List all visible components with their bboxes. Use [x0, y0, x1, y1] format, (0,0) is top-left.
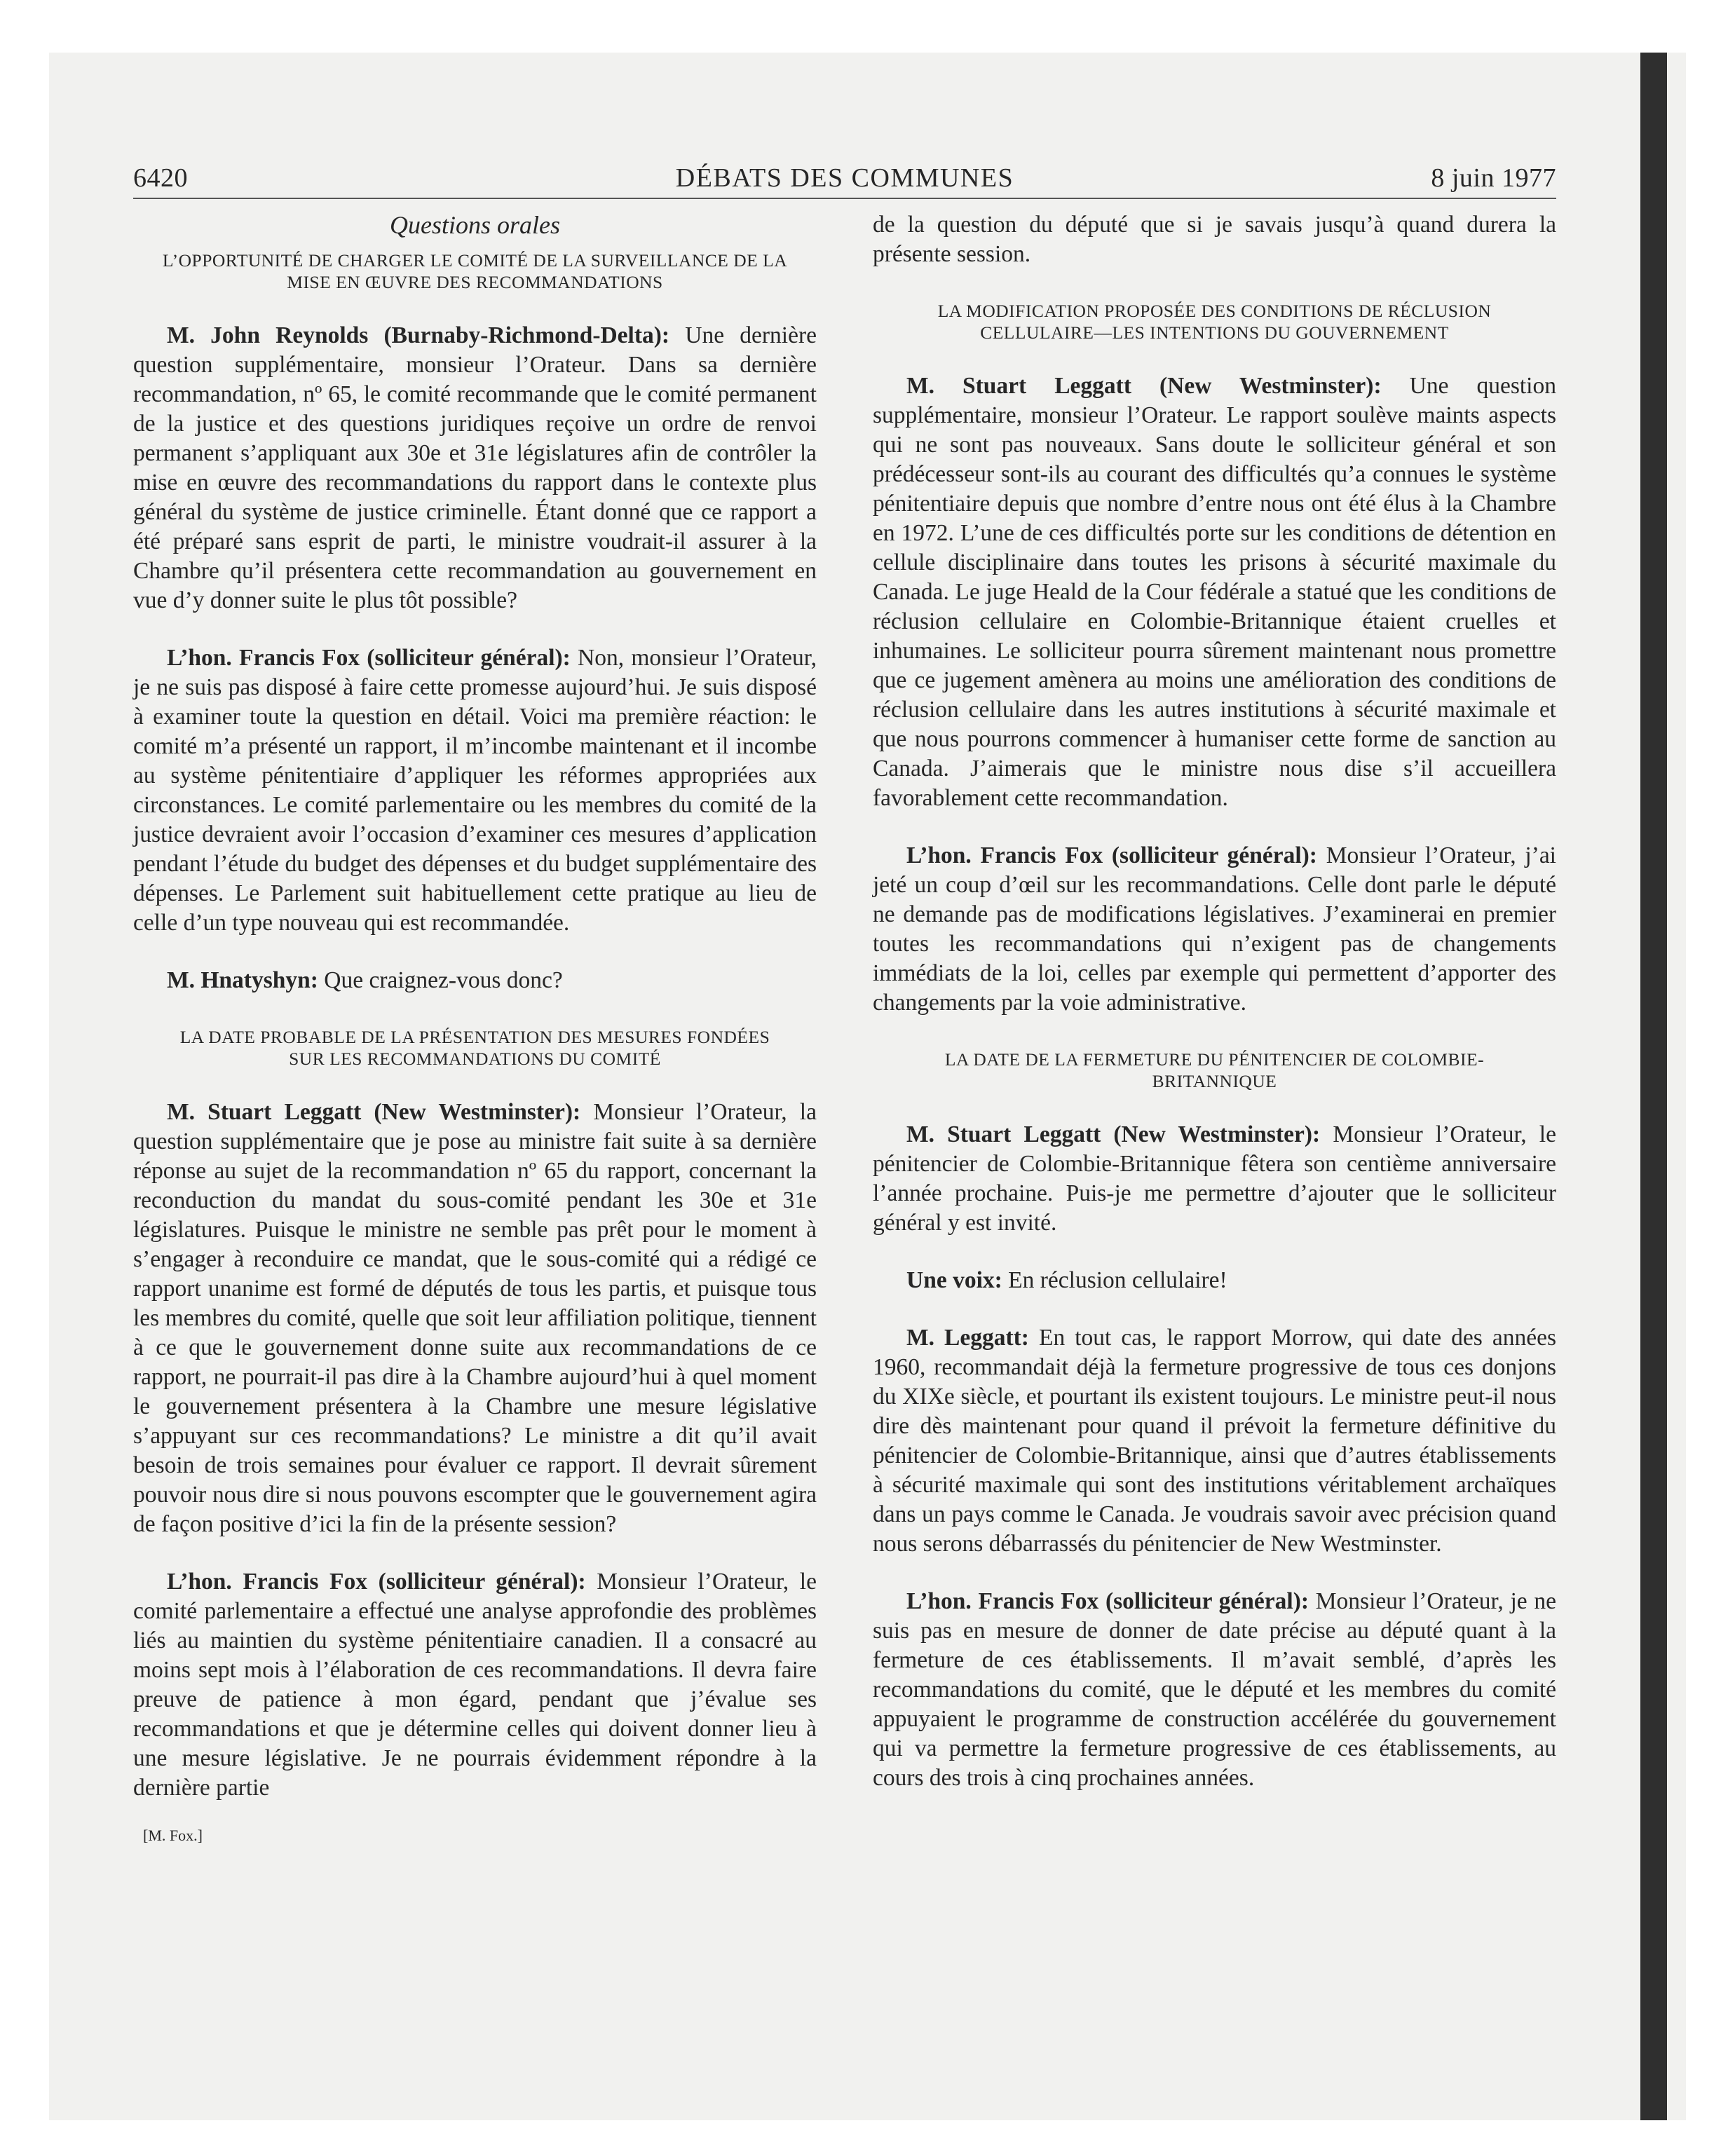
intervention-paragraph: [133, 966, 817, 995]
speaker-name: L’hon. Francis Fox (solliciteur général):: [167, 645, 571, 671]
section-rubric: Questions orales: [390, 211, 560, 239]
speaker-name: M. Stuart Leggatt (New Westminster):: [167, 1099, 581, 1125]
left-column: [133, 210, 817, 1850]
intervention-paragraph: [133, 321, 817, 615]
speaker-name: M. John Reynolds (Burnaby-Richmond-Delta):: [167, 322, 670, 348]
speaker-name: L’hon. Francis Fox (solliciteur général):: [167, 1569, 586, 1595]
speaker-footnote: [M. Fox.]: [143, 1827, 203, 1844]
intervention-paragraph: [133, 1567, 817, 1803]
intervention-paragraph: [873, 371, 1556, 813]
speaker-name: M. Hnatyshyn:: [167, 967, 318, 993]
page-number: 6420: [133, 163, 188, 193]
speech-text: Monsieur l’Orateur, le pénitencier de Colombie-Britannique fêtera son centième anniversaire l’année prochaine. Puis-je me permettre d’ajouter que le solliciteur général y est invité.: [873, 1121, 1556, 1236]
speech-text: En tout cas, le rapport Morrow, qui date des années 1960, recommandait déjà la fermeture progressive de tous ces donjons du XIXe siècle, et pourtant ils existent toujours. Le ministre peut-il nous dire dès maintenant pour quand il prévoit la fermeture définitive du pénitencier de Colombie-Britannique, ainsi que d’autres établissements à sécurité maximale qui sont des institutions véritablement archaïques dans un pays comme le Canada. Je voudrais savoir avec précision quand nous serons débarrassés du pénitencier de New Westminster.: [873, 1325, 1556, 1557]
speaker-name: M. Stuart Leggatt (New Westminster):: [906, 373, 1382, 399]
speech-text: de la question du député que si je savais jusqu’à quand durera la présente session.: [873, 212, 1556, 267]
speech-text: Monsieur l’Orateur, j’ai jeté un coup d’œil sur les recommandations. Celle dont parle le député ne demande pas de modifications législatives. J’examinerai en premier toutes les recommandations qui n’exigent pas de changements immédiats de la loi, celles par exemple qui permettent d’apporter des changements par la voie administrative.: [873, 842, 1556, 1016]
speech-text: Que craignez-vous donc?: [324, 967, 563, 993]
page-header: [133, 163, 1556, 199]
speech-text: En réclusion cellulaire!: [1008, 1267, 1227, 1293]
speaker-name: M. Leggatt:: [906, 1325, 1029, 1351]
intervention-paragraph: [873, 1587, 1556, 1793]
intervention-paragraph: [873, 1120, 1556, 1238]
publication-title: DÉBATS DES COMMUNES: [675, 163, 1014, 193]
speech-text: Monsieur l’Orateur, la question supplémentaire que je pose au ministre fait suite à sa dernière réponse au sujet de la recommandation nº 65 du rapport, concernant la reconduction du mandat du sous-comité pendant les 30e et 31e législatures. Puisque le ministre ne semble pas prêt pour le moment à s’engager à reconduire ce mandat, que le sous-comité qui a rédigé ce rapport unanime est formé de députés de tous les partis, et puisque tous les membres du comité, quelle que soit leur affiliation politique, tiennent à ce que le gouvernement donne suite aux recommandations de ce rapport, ne pourrait-il pas dire à la Chambre aujourd’hui à quel moment le gouvernement présentera à la Chambre une mesure législative s’appuyant sur ces recommandations? Le ministre a dit qu’il avait besoin de trois semaines pour évaluer ce rapport. Il devrait sûrement pouvoir nous dire si nous pouvons escompter que le gouvernement agira de façon positive d’ici la fin de la présente session?: [133, 1099, 817, 1537]
intervention-paragraph: [873, 841, 1556, 1018]
right-column: [873, 210, 1556, 1793]
speaker-name: L’hon. Francis Fox (solliciteur général):: [906, 842, 1317, 868]
speech-text: Une dernière question supplémentaire, monsieur l’Orateur. Dans sa dernière recommandation, nº 65, le comité recommande que le comité permanent de la justice et des questions juridiques reçoive un ordre de renvoi permanent s’appliquant aux 30e et 31e législatures afin de contrôler la mise en œuvre des recommandations du rapport dans le contexte plus général du système de justice criminelle. Étant donné que ce rapport a été préparé sans esprit de parti, le ministre voudrait-il assurer à la Chambre qu’il présentera cette recommandation au gouvernement en vue d’y donner suite le plus tôt possible?: [133, 322, 817, 613]
speaker-name: L’hon. Francis Fox (solliciteur général):: [906, 1588, 1309, 1614]
speaker-name: Une voix:: [906, 1267, 1002, 1293]
speech-text: Une question supplémentaire, monsieur l’Orateur. Le rapport soulève maints aspects qui ne sont pas nouveaux. Sans doute le solliciteur général et son prédécesseur sont-ils au courant des difficultés qu’a connues le système pénitentiaire depuis que nombre d’entre nous ont été élus à la Chambre en 1972. L’une de ces difficultés porte sur les conditions de détention en cellule disciplinaire dans toutes les prisons à sécurité maximale du Canada. Le juge Heald de la Cour fédérale a statué que les conditions de réclusion cellulaire en Colombie-Britannique étaient cruelles et inhumaines. Le solliciteur pourra sûrement maintenant nous promettre que ce jugement amènera au moins une amélioration des conditions de réclusion cellulaire dans les autres institutions à sécurité maximale et que nous pourrons commencer à humaniser cette forme de sanction au Canada. J’aimerais que le ministre nous dise s’il accueillera favorablement cette recommandation.: [873, 373, 1556, 811]
intervention-paragraph: [873, 1266, 1556, 1295]
topic-heading: L’OPPORTUNITÉ DE CHARGER LE COMITÉ DE LA SURVEILLANCE DE LA MISE EN ŒUVRE DES RECOMMANDATIONS: [162, 250, 788, 292]
topic-heading: LA DATE DE LA FERMETURE DU PÉNITENCIER DE COLOMBIE-BRITANNIQUE: [944, 1049, 1485, 1091]
binding-edge: [1640, 53, 1667, 2120]
speech-text: Monsieur l’Orateur, je ne suis pas en mesure de donner de date précise au député quant à la fermeture de ces établissements. Il m’avait semblé, d’après les recommandations du comité, que le député et les membres du comité appuyaient le programme de construction accélérée du gouvernement qui va permettre la fermeture progressive de ces établissements, au cours des trois à cinq prochaines années.: [873, 1588, 1557, 1791]
speech-text: Non, monsieur l’Orateur, je ne suis pas disposé à faire cette promesse aujourd’hui. Je suis disposé à examiner toute la question en détail. Voici ma première réaction: le comité m’a présenté un rapport, il m’incombe maintenant et il incombe au système pénitentiaire d’appliquer les réformes appropriées aux circonstances. Le comité parlementaire ou les membres du comité de la justice devraient avoir l’occasion d’examiner ces mesures d’application pendant l’étude du budget des dépenses et du budget supplémentaire des dépenses. Le Parlement suit habituellement cette pratique au lieu de celle d’un type nouveau qui est recommandée.: [133, 645, 817, 936]
speaker-name: M. Stuart Leggatt (New Westminster):: [906, 1121, 1321, 1147]
continued-paragraph: [873, 210, 1556, 269]
intervention-paragraph: [873, 1323, 1556, 1559]
topic-heading: LA MODIFICATION PROPOSÉE DES CONDITIONS DE RÉCLUSION CELLULAIRE—LES INTENTIONS DU GOUVERNEMENT: [937, 301, 1492, 343]
intervention-paragraph: [133, 643, 817, 938]
speech-text: Monsieur l’Orateur, le comité parlementaire a effectué une analyse approfondie des problèmes liés au maintien du système pénitentiaire canadien. Il a consacré au moins sept mois à l’élaboration de ces recommandations. Il devra faire preuve de patience à mon égard, pendant que j’évalue ses recommandations et que je détermine celles qui doivent donner lieu à une mesure législative. Je ne pourrais évidemment répondre à la dernière partie: [133, 1569, 817, 1801]
intervention-paragraph: [133, 1098, 817, 1539]
topic-heading: LA DATE PROBABLE DE LA PRÉSENTATION DES MESURES FONDÉES SUR LES RECOMMANDATIONS DU COMITÉ: [179, 1027, 770, 1069]
issue-date: 8 juin 1977: [1431, 163, 1556, 193]
